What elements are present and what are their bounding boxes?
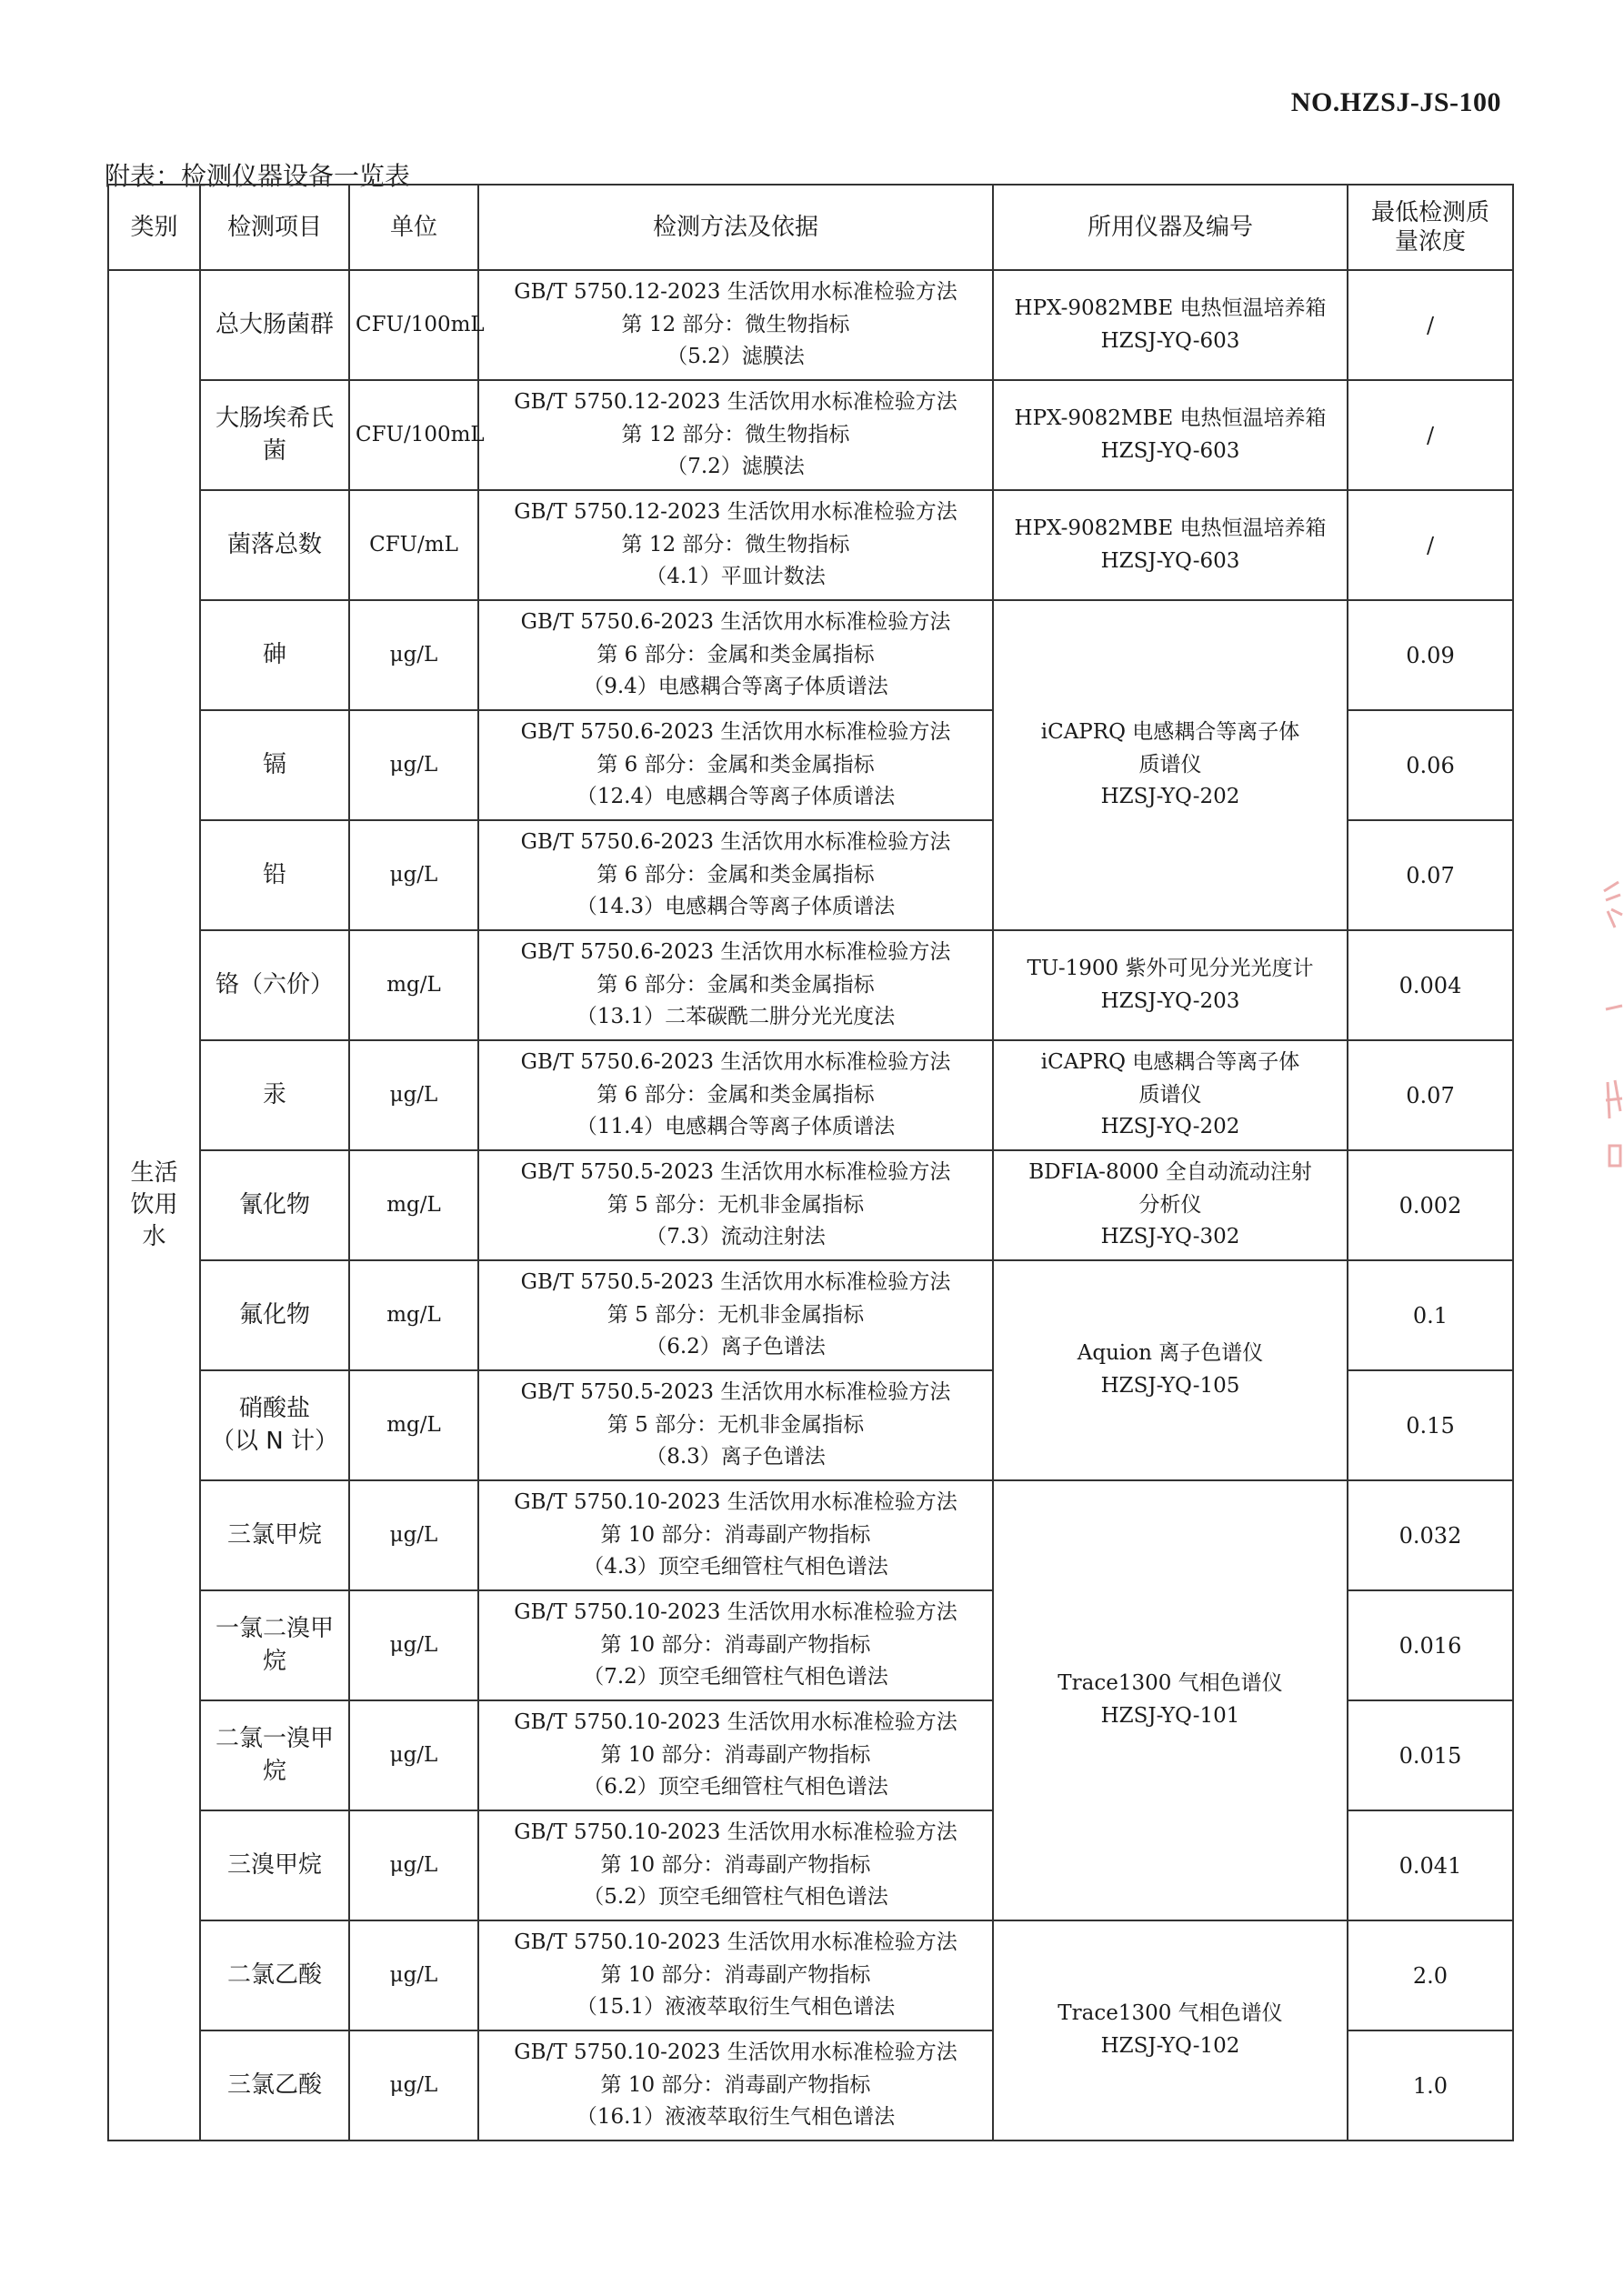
instrument-cell <box>993 1920 1348 2141</box>
limit-cell: 0.004 <box>1348 930 1513 1040</box>
method-line: GB/T 5750.12-2023 生活饮用水标准检验方法 <box>514 500 957 525</box>
limit-cell: 0.032 <box>1348 1480 1513 1590</box>
method-line: GB/T 5750.10-2023 生活饮用水标准检验方法 <box>514 1710 957 1735</box>
instrument-cell <box>993 1260 1348 1480</box>
method-cell <box>478 1150 993 1260</box>
method-cell <box>478 380 993 490</box>
item-cell: 镉 <box>200 710 349 820</box>
method-line: 第 12 部分：微生物指标 <box>621 532 850 556</box>
instrument-table <box>107 184 1514 2141</box>
method-cell <box>478 1700 993 1810</box>
unit-cell: CFU/100mL <box>349 380 478 490</box>
document-number: NO.HZSJ-JS-100 <box>1290 87 1501 117</box>
limit-cell: 0.07 <box>1348 1040 1513 1150</box>
method-cell <box>478 2030 993 2141</box>
limit-cell: 0.041 <box>1348 1810 1513 1920</box>
table-row <box>108 490 1513 600</box>
method-line: （6.2）顶空毛细管柱气相色谱法 <box>583 1775 888 1800</box>
method-line: 第 6 部分：金属和类金属指标 <box>596 642 875 667</box>
red-seal-fragment <box>1588 873 1624 1200</box>
limit-cell: 0.15 <box>1348 1370 1513 1480</box>
item-cell: 三氯甲烷 <box>200 1480 349 1590</box>
unit-cell: μg/L <box>349 1810 478 1920</box>
table-row <box>108 1150 1513 1260</box>
item-cell: 砷 <box>200 600 349 710</box>
method-cell <box>478 1370 993 1480</box>
method-cell <box>478 490 993 600</box>
method-line: 第 6 部分：金属和类金属指标 <box>596 862 875 887</box>
table-row <box>108 930 1513 1040</box>
method-line: （14.3）电感耦合等离子体质谱法 <box>576 895 896 919</box>
header-item: 检测项目 <box>200 185 349 270</box>
method-cell <box>478 600 993 710</box>
item-line: 硝酸盐 <box>238 1395 310 1423</box>
unit-cell: μg/L <box>349 1040 478 1150</box>
method-line: 第 6 部分：金属和类金属指标 <box>596 972 875 997</box>
method-line: 第 12 部分：微生物指标 <box>621 312 850 336</box>
instrument-line: 分析仪 <box>1138 1192 1202 1217</box>
method-line: （4.1）平皿计数法 <box>646 565 826 589</box>
instrument-line: HPX-9082MBE 电热恒温培养箱 <box>1014 296 1327 320</box>
unit-cell: mg/L <box>349 1260 478 1370</box>
instrument-line: HPX-9082MBE 电热恒温培养箱 <box>1014 516 1327 540</box>
item-cell <box>200 1370 349 1480</box>
header-unit: 单位 <box>349 185 478 270</box>
method-line: GB/T 5750.6-2023 生活饮用水标准检验方法 <box>520 610 951 635</box>
method-cell <box>478 1920 993 2030</box>
table-row <box>108 600 1513 710</box>
method-line: （15.1）液液萃取衍生气相色谱法 <box>576 1995 896 2020</box>
instrument-cell <box>993 490 1348 600</box>
method-cell <box>478 1260 993 1370</box>
unit-cell: μg/L <box>349 1700 478 1810</box>
method-line: GB/T 5750.12-2023 生活饮用水标准检验方法 <box>514 280 957 305</box>
limit-cell: 0.016 <box>1348 1590 1513 1700</box>
method-line: GB/T 5750.5-2023 生活饮用水标准检验方法 <box>520 1160 951 1185</box>
method-line: （6.2）离子色谱法 <box>646 1335 826 1359</box>
item-cell: 三氯乙酸 <box>200 2030 349 2141</box>
instrument-line: HZSJ-YQ-202 <box>1100 1115 1240 1139</box>
unit-cell: μg/L <box>349 1590 478 1700</box>
method-line: 第 10 部分：消毒副产物指标 <box>600 1522 871 1547</box>
unit-cell: CFU/mL <box>349 490 478 600</box>
method-line: 第 6 部分：金属和类金属指标 <box>596 1082 875 1107</box>
table-row <box>108 1260 1513 1370</box>
unit-cell: μg/L <box>349 1480 478 1590</box>
method-cell <box>478 1590 993 1700</box>
table-row <box>108 1040 1513 1150</box>
limit-cell: 0.1 <box>1348 1260 1513 1370</box>
method-line: GB/T 5750.6-2023 生活饮用水标准检验方法 <box>520 720 951 745</box>
instrument-line: iCAPRQ 电感耦合等离子体 <box>1040 720 1300 745</box>
instrument-cell <box>993 270 1348 380</box>
method-line: （12.4）电感耦合等离子体质谱法 <box>576 785 896 809</box>
table-row <box>108 1920 1513 2030</box>
instrument-line: HZSJ-YQ-302 <box>1100 1225 1240 1249</box>
method-line: GB/T 5750.12-2023 生活饮用水标准检验方法 <box>514 390 957 415</box>
method-cell <box>478 820 993 930</box>
header-instrument: 所用仪器及编号 <box>993 185 1348 270</box>
unit-cell: μg/L <box>349 2030 478 2141</box>
table-caption: 附表：检测仪器设备一览表 <box>105 161 411 191</box>
method-line: （7.2）滤膜法 <box>667 455 805 479</box>
method-cell <box>478 710 993 820</box>
instrument-cell <box>993 1150 1348 1260</box>
unit-cell: μg/L <box>349 1920 478 2030</box>
instrument-cell <box>993 600 1348 930</box>
method-line: 第 5 部分：无机非金属指标 <box>606 1412 865 1437</box>
header-category: 类别 <box>108 185 200 270</box>
method-line: 第 6 部分：金属和类金属指标 <box>596 752 875 777</box>
header-method: 检测方法及依据 <box>478 185 993 270</box>
method-line: （5.2）顶空毛细管柱气相色谱法 <box>583 1885 888 1910</box>
method-line: 第 10 部分：消毒副产物指标 <box>600 1852 871 1877</box>
unit-cell: μg/L <box>349 820 478 930</box>
limit-cell: 2.0 <box>1348 1920 1513 2030</box>
method-cell <box>478 930 993 1040</box>
unit-cell: μg/L <box>349 710 478 820</box>
method-line: （4.3）顶空毛细管柱气相色谱法 <box>583 1555 888 1579</box>
instrument-line: HZSJ-YQ-101 <box>1100 1704 1240 1728</box>
method-line: （7.2）顶空毛细管柱气相色谱法 <box>583 1665 888 1689</box>
method-line: 第 10 部分：消毒副产物指标 <box>600 1742 871 1767</box>
instrument-line: BDFIA-8000 全自动流动注射 <box>1028 1160 1312 1185</box>
item-cell: 二氯一溴甲烷 <box>200 1700 349 1810</box>
method-line: 第 10 部分：消毒副产物指标 <box>600 2072 871 2097</box>
instrument-cell <box>993 380 1348 490</box>
limit-cell: 0.06 <box>1348 710 1513 820</box>
instrument-cell <box>993 1040 1348 1150</box>
instrument-line: 质谱仪 <box>1138 1082 1202 1107</box>
instrument-cell <box>993 930 1348 1040</box>
item-cell: 大肠埃希氏菌 <box>200 380 349 490</box>
instrument-line: HZSJ-YQ-603 <box>1100 548 1240 573</box>
instrument-line: HZSJ-YQ-603 <box>1100 438 1240 463</box>
item-cell: 铅 <box>200 820 349 930</box>
instrument-line: HZSJ-YQ-102 <box>1100 2034 1240 2058</box>
item-cell: 一氯二溴甲烷 <box>200 1590 349 1700</box>
instrument-line: HZSJ-YQ-603 <box>1100 328 1240 353</box>
unit-cell: μg/L <box>349 600 478 710</box>
item-cell: 汞 <box>200 1040 349 1150</box>
method-cell <box>478 1480 993 1590</box>
instrument-line: HZSJ-YQ-202 <box>1100 785 1240 809</box>
method-line: （8.3）离子色谱法 <box>646 1445 826 1469</box>
unit-cell: mg/L <box>349 930 478 1040</box>
instrument-line: Trace1300 气相色谱仪 <box>1058 1671 1283 1696</box>
method-line: （7.3）流动注射法 <box>646 1225 826 1249</box>
method-line: GB/T 5750.6-2023 生活饮用水标准检验方法 <box>520 830 951 855</box>
item-cell: 铬（六价） <box>200 930 349 1040</box>
instrument-line: iCAPRQ 电感耦合等离子体 <box>1040 1050 1300 1075</box>
method-line: 第 12 部分：微生物指标 <box>621 422 850 446</box>
limit-cell: 0.002 <box>1348 1150 1513 1260</box>
unit-cell: mg/L <box>349 1370 478 1480</box>
unit-cell: mg/L <box>349 1150 478 1260</box>
method-line: （5.2）滤膜法 <box>667 345 805 369</box>
instrument-line: HZSJ-YQ-203 <box>1100 988 1240 1013</box>
item-cell: 三溴甲烷 <box>200 1810 349 1920</box>
method-cell <box>478 1810 993 1920</box>
category-cell: 生活饮用水 <box>108 270 200 2141</box>
method-line: GB/T 5750.10-2023 生活饮用水标准检验方法 <box>514 1820 957 1845</box>
method-line: GB/T 5750.10-2023 生活饮用水标准检验方法 <box>514 1600 957 1625</box>
item-cell: 氰化物 <box>200 1150 349 1260</box>
method-line: 第 5 部分：无机非金属指标 <box>606 1192 865 1217</box>
method-line: （11.4）电感耦合等离子体质谱法 <box>576 1115 896 1139</box>
instrument-line: TU-1900 紫外可见分光光度计 <box>1027 956 1314 980</box>
method-line: 第 10 部分：消毒副产物指标 <box>600 1632 871 1657</box>
method-line: （13.1）二苯碳酰二肼分光光度法 <box>576 1005 896 1029</box>
instrument-line: Trace1300 气相色谱仪 <box>1058 2001 1283 2026</box>
instrument-line: HZSJ-YQ-105 <box>1100 1374 1240 1398</box>
method-line: GB/T 5750.6-2023 生活饮用水标准检验方法 <box>520 940 951 965</box>
method-cell <box>478 1040 993 1150</box>
item-cell: 总大肠菌群 <box>200 270 349 380</box>
instrument-cell <box>993 1480 1348 1920</box>
limit-cell: 0.015 <box>1348 1700 1513 1810</box>
method-line: GB/T 5750.10-2023 生活饮用水标准检验方法 <box>514 2040 957 2065</box>
method-line: 第 10 部分：消毒副产物指标 <box>600 1962 871 1987</box>
method-line: 第 5 部分：无机非金属指标 <box>606 1302 865 1327</box>
item-line: （以 N 计） <box>211 1427 338 1455</box>
method-line: GB/T 5750.5-2023 生活饮用水标准检验方法 <box>520 1270 951 1295</box>
instrument-line: Aquion 离子色谱仪 <box>1077 1341 1264 1366</box>
item-cell: 菌落总数 <box>200 490 349 600</box>
item-cell: 氟化物 <box>200 1260 349 1370</box>
limit-cell: 0.07 <box>1348 820 1513 930</box>
limit-cell: / <box>1348 270 1513 380</box>
method-cell <box>478 270 993 380</box>
limit-cell: / <box>1348 490 1513 600</box>
item-cell: 二氯乙酸 <box>200 1920 349 2030</box>
method-line: GB/T 5750.10-2023 生活饮用水标准检验方法 <box>514 1930 957 1955</box>
method-line: GB/T 5750.5-2023 生活饮用水标准检验方法 <box>520 1380 951 1405</box>
limit-cell: / <box>1348 380 1513 490</box>
instrument-line: 质谱仪 <box>1138 752 1202 777</box>
instrument-line: HPX-9082MBE 电热恒温培养箱 <box>1014 406 1327 430</box>
method-line: GB/T 5750.6-2023 生活饮用水标准检验方法 <box>520 1050 951 1075</box>
limit-cell: 1.0 <box>1348 2030 1513 2141</box>
limit-cell: 0.09 <box>1348 600 1513 710</box>
unit-cell: CFU/100mL <box>349 270 478 380</box>
method-line: GB/T 5750.10-2023 生活饮用水标准检验方法 <box>514 1490 957 1515</box>
table-row <box>108 270 1513 380</box>
method-line: （9.4）电感耦合等离子体质谱法 <box>583 675 888 699</box>
header-limit: 最低检测质量浓度 <box>1348 185 1513 270</box>
table-row <box>108 380 1513 490</box>
method-line: （16.1）液液萃取衍生气相色谱法 <box>576 2105 896 2130</box>
table-row <box>108 1480 1513 1590</box>
